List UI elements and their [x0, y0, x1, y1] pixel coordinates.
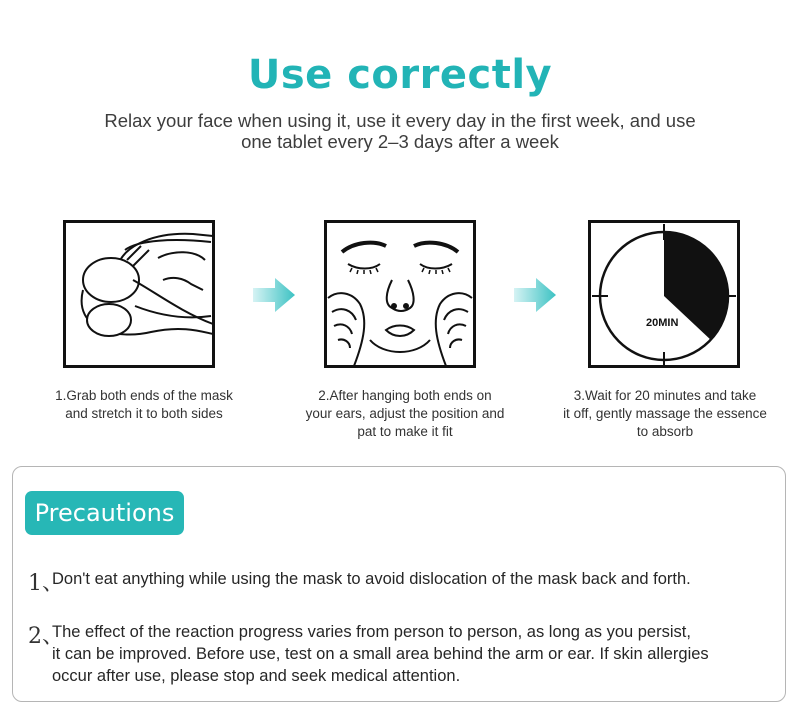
- timer-label: 20MIN: [646, 317, 679, 329]
- precaution-number: 2、: [28, 624, 64, 649]
- timer-clock-illustration: [588, 220, 740, 368]
- precautions-badge: Precautions: [25, 491, 184, 535]
- precaution-number: 1、: [28, 571, 64, 596]
- subtitle-line-2: one tablet every 2–3 days after a week: [241, 131, 559, 152]
- face-patting-illustration: [324, 220, 476, 368]
- page-title: Use correctly: [247, 52, 553, 98]
- precaution-item-2: The effect of the reaction progress varies from person to person, as long as you persist, it can be improved. Before use, test on a small area behind the arm or ear. If skin allergies occur after use, please stop and seek medical attention.: [52, 623, 709, 685]
- subtitle-line-1: Relax your face when using it, use it every day in the first week, and use: [104, 110, 696, 131]
- step-3-caption: 3.Wait for 20 minutes and take it off, gently massage the essence to absorb: [563, 388, 767, 439]
- arrow-right-icon: [514, 278, 556, 312]
- arrow-right-icon: [253, 278, 295, 312]
- step-1-caption: 1.Grab both ends of the mask and stretch it to both sides: [55, 388, 233, 421]
- page-subtitle: [70, 110, 730, 152]
- precaution-item-1: Don't eat anything while using the mask to avoid dislocation of the mask back and forth.: [52, 570, 691, 588]
- mask-stretch-illustration: [63, 220, 215, 368]
- step-2-caption: 2.After hanging both ends on your ears, adjust the position and pat to make it fit: [305, 388, 505, 439]
